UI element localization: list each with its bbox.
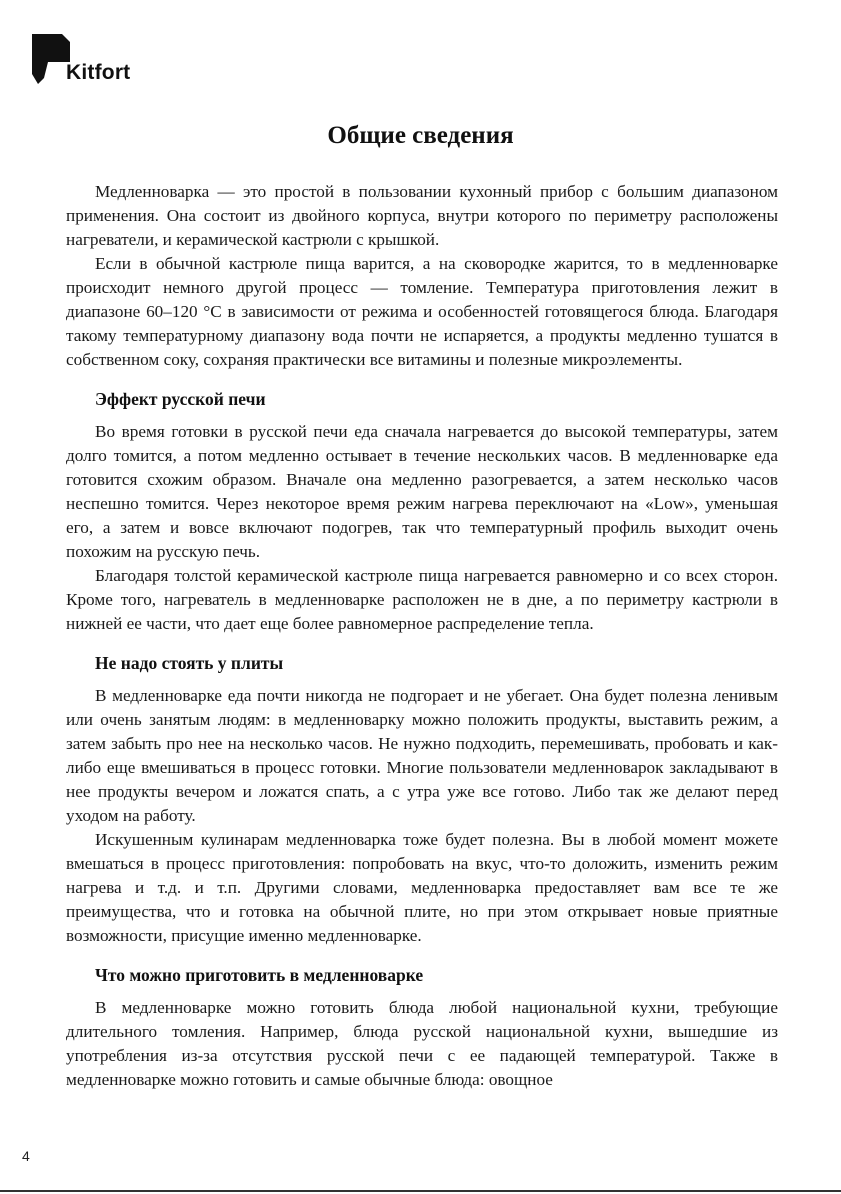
section-heading-what-to-cook: Что можно приготовить в медленноварке	[95, 965, 424, 985]
kitfort-logo-icon	[32, 34, 70, 88]
section-paragraph: Искушенным кулинарам медленноварка тоже будет полезна. Вы в любой момент можете вмешаться в процесс приготовления: попробовать на вкус, что-то доложить, изменить режим нагрева и т.д. и т.п. Другими словами, медленноварка предоставляет вам все те же преимущества, что и готовка на обычной плите, но при этом открывает новые приятные возможности, присущие именно медленноварке.	[66, 830, 778, 945]
intro-paragraph: Медленноварка — это простой в пользовании кухонный прибор с большим диапазоном применения. Она состоит из двойного корпуса, внутри которого по периметру расположены нагреватели, и керамической кастрюли с крышкой.	[66, 182, 778, 249]
section-heading-no-stove: Не надо стоять у плиты	[95, 653, 284, 673]
bottom-rule	[0, 1190, 841, 1192]
section-paragraph: Благодаря толстой керамической кастрюле пища нагревается равномерно и со всех сторон. Кроме того, нагреватель в медленноварке расположен не в дне, а по периметру кастрюли в нижней ее части, что дает еще более равномерное распределение тепла.	[66, 566, 778, 633]
article-body	[66, 180, 778, 1092]
page-title: Общие сведения	[327, 122, 514, 149]
section-paragraph: Во время готовки в русской печи еда сначала нагревается до высокой температуры, затем долго томится, а потом медленно остывает в течение нескольких часов. В медленноварке еда готовится схожим образом. Вначале она медленно разогревается, а затем несколько часов неспешно томится. Через некоторое время режим нагрева переключают на «Low», уменьшая его, а затем и вовсе включают подогрев, так что температурный профиль выходит очень похожим на русскую печь.	[66, 422, 778, 561]
section-heading-russian-oven: Эффект русской печи	[95, 389, 266, 409]
brand-name: Kitfort	[66, 61, 131, 84]
intro-paragraph: Если в обычной кастрюле пища варится, а на сковородке жарится, то в медленноварке происходит немного другой процесс — томление. Температура приготовления лежит в диапазоне 60–120 °С в зависимости от режима и особенностей готовящегося блюда. Благодаря такому температурному диапазону вода почти не испаряется, а продукты медленно тушатся в собственном соку, сохраняя практически все витамины и полезные микроэлементы.	[66, 254, 778, 369]
page-number: 4	[22, 1148, 30, 1164]
brand-logo	[32, 34, 162, 94]
section-paragraph: В медленноварке можно готовить блюда любой национальной кухни, требующие длительного томления. Например, блюда русской национальной кухни, вышедшие из употребления из-за отсутствия русской печи с ее падающей температурой. Также в медленноварке можно готовить и самые обычные блюда: овощное	[66, 998, 778, 1089]
section-paragraph: В медленноварке еда почти никогда не подгорает и не убегает. Она будет полезна ленивым или очень занятым людям: в медленноварку можно положить продукты, выставить режим, а затем забыть про нее на несколько часов. Не нужно подходить, перемешивать, пробовать и как-либо еще вмешиваться в процесс готовки. Многие пользователи медленноварок закладывают в нее продукты вечером и ложатся спать, а с утра уже все готово. Либо так же делают перед уходом на работу.	[66, 686, 778, 825]
